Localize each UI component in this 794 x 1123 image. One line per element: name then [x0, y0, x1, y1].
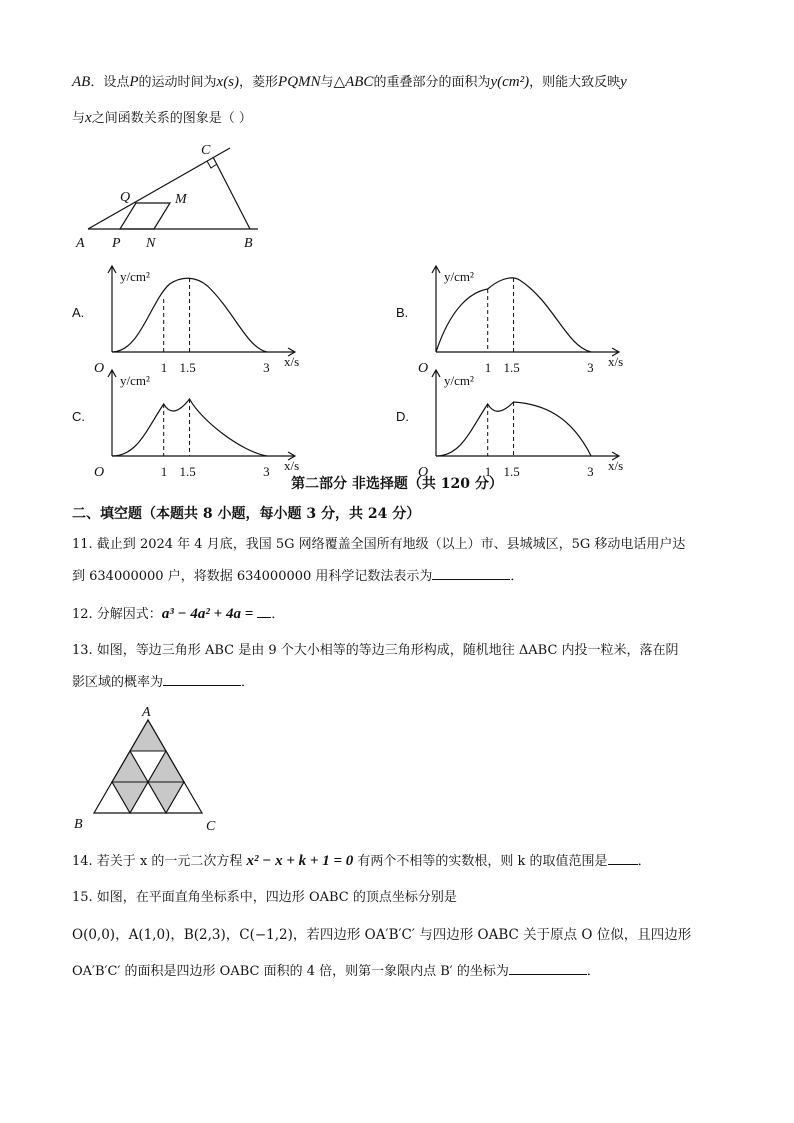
answer-blank-14[interactable] — [608, 852, 638, 865]
tick-label: 3 — [587, 464, 594, 479]
q13-line2: 影区域的概率为 ． — [72, 675, 255, 690]
origin-label: O — [418, 465, 429, 480]
label-P: P — [112, 236, 121, 251]
x-axis-label: x/s — [284, 354, 300, 369]
q13-line1: 13. 如图，等边三角形 ABC 是由 9 个大小相等的等边三角形构成，随机地往 ΔABC 内投一粒米，落在阴 — [72, 643, 679, 658]
tick-label: 3 — [263, 464, 270, 479]
section2-title: 二、填空题（本题共 8 小题，每小题 3 分，共 24 分） — [72, 506, 421, 522]
option-letter[interactable]: D. — [396, 409, 409, 424]
part2-title: 第二部分 非选择题（共 120 分） — [291, 476, 503, 492]
option-letter[interactable]: A. — [72, 305, 85, 320]
label-N: N — [146, 236, 156, 251]
label-C: C — [206, 819, 216, 834]
q15-line1: 15. 如图，在平面直角坐标系中，四边形 OABC 的顶点坐标分别是 — [72, 890, 457, 905]
y-axis-label: y/cm² — [444, 373, 474, 388]
label-B: B — [244, 236, 253, 251]
origin-label: O — [94, 361, 105, 376]
label-B: B — [74, 817, 83, 832]
q10-line1: AB．设点P的运动时间为x(s)，菱形PQMN与△ABC的重叠部分的面积为y(cm²)，则能大致反映y — [72, 74, 627, 90]
answer-blank-15[interactable] — [509, 962, 587, 975]
q12: 12. 分解因式：a³ − 4a² + 4a = ． — [72, 606, 285, 622]
label-A: A — [142, 705, 151, 720]
option-letter[interactable]: B. — [396, 305, 409, 320]
tick-label: 3 — [587, 360, 594, 375]
tick-label: 1 — [484, 360, 492, 375]
q10-line2: 与x之间函数关系的图象是（ ） — [72, 110, 252, 126]
tick-label: 1.5 — [503, 360, 520, 375]
q11-line2: 到 634000000 户，将数据 634000000 用科学记数法表示为 ． — [72, 569, 524, 584]
x-axis-label: x/s — [608, 458, 624, 473]
label-M: M — [175, 192, 187, 207]
label-A: A — [76, 236, 85, 251]
q14: 14. 若关于 x 的一元二次方程 x² − x + k + 1 = 0 有两个不相等的实数根，则 k 的取值范围是 ． — [72, 853, 651, 869]
label-C: C — [201, 143, 211, 158]
option-letter[interactable]: C. — [72, 409, 85, 424]
tick-label: 1.5 — [179, 360, 196, 375]
label-Q: Q — [120, 190, 131, 205]
y-axis-label: y/cm² — [120, 373, 150, 388]
origin-label: O — [94, 465, 105, 480]
q11-line1: 11. 截止到 2024 年 4 月底，我国 5G 网络覆盖全国所有地级（以上）市、县城城区，5G 移动电话用户达 — [72, 537, 686, 552]
origin-label: O — [418, 361, 429, 376]
tick-label: 3 — [263, 360, 270, 375]
x-axis-label: x/s — [608, 354, 624, 369]
tick-label: 1 — [160, 360, 168, 375]
q15-line2: O(0,0)，A(1,0)，B(2,3)，C(−1,2)，若四边形 OA′B′C′ 与四边形 OABC 关于原点 O 位似，且四边形 — [72, 927, 692, 943]
tick-label: 1.5 — [179, 464, 196, 479]
tick-label: 1 — [484, 464, 492, 479]
tick-label: 1.5 — [503, 464, 520, 479]
x-axis-label: x/s — [284, 458, 300, 473]
y-axis-label: y/cm² — [120, 269, 150, 284]
q15-line3: OA′B′C′ 的面积是四边形 OABC 面积的 4 倍，则第一象限内点 B′ 的坐标为 ． — [72, 964, 600, 979]
tick-label: 1 — [160, 464, 168, 479]
segment-ab: AB — [72, 74, 91, 90]
y-axis-label: y/cm² — [444, 269, 474, 284]
